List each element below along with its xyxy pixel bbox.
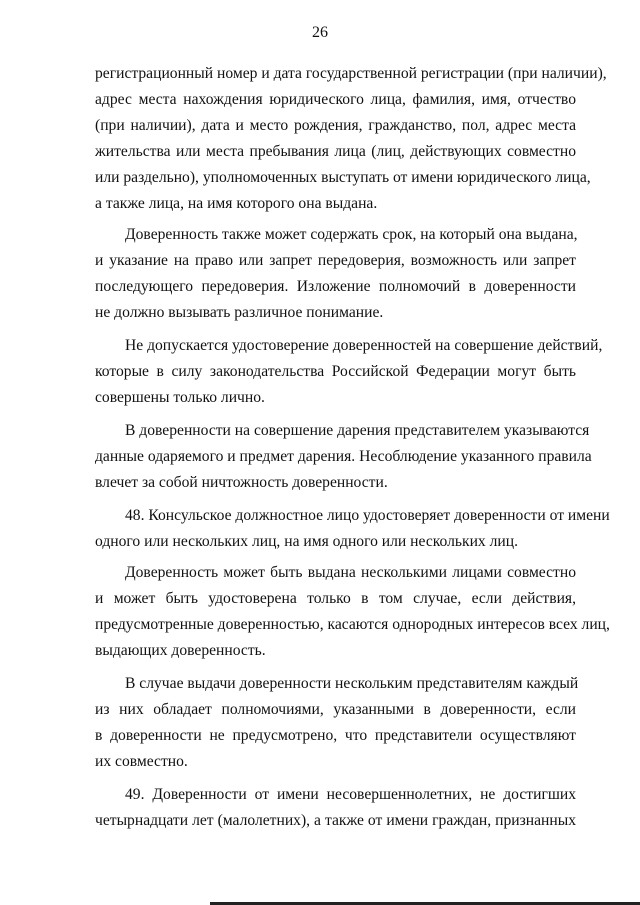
text-line: а также лица, на имя которого она выдана.: [95, 195, 378, 212]
text-line: или раздельно), уполномоченных выступать от имени юридического лица,: [95, 169, 591, 186]
paragraph: [95, 782, 576, 834]
text-line: и может быть удостоверена только в том случае, если действия,: [95, 590, 576, 607]
text-line: их совместно.: [95, 753, 188, 770]
text-line: Доверенность может быть выдана несколькими лицами совместно: [125, 564, 576, 581]
text-line: 49. Доверенности от имени несовершеннолетних, не достигших: [125, 786, 576, 803]
text-line: влечет за собой ничтожность доверенности.: [95, 474, 388, 491]
text-line: из них обладает полномочиями, указанными в доверенности, если: [95, 701, 576, 718]
paragraph: [95, 418, 592, 496]
page-number: 26: [312, 24, 328, 41]
text-line: не должно вызывать различное понимание.: [95, 304, 384, 321]
text-line: выдающих доверенность.: [95, 642, 266, 659]
text-line: последующего передоверия. Изложение полномочий в доверенности: [95, 278, 576, 295]
paragraph: [95, 333, 603, 411]
text-line: предусмотренные доверенностью, касаются однородных интересов всех лиц,: [95, 616, 610, 633]
text-line: В случае выдачи доверенности нескольким представителям каждый: [125, 675, 579, 692]
paragraph: [95, 560, 610, 664]
text-line: 48. Консульское должностное лицо удостоверяет доверенности от имени: [125, 507, 610, 524]
text-line: Не допускается удостоверение доверенностей на совершение действий,: [125, 337, 603, 354]
paragraph: [95, 503, 610, 555]
text-line: совершены только лично.: [95, 389, 265, 406]
paragraph: [95, 671, 579, 775]
text-line: в доверенности не предусмотрено, что представители осуществляют: [95, 727, 576, 744]
text-line: (при наличии), дата и место рождения, гражданство, пол, адрес места: [95, 117, 576, 134]
text-line: Доверенность также может содержать срок, на который она выдана,: [125, 226, 578, 243]
text-line: данные одаряемого и предмет дарения. Несоблюдение указанного правила: [95, 448, 592, 465]
text-line: четырнадцати лет (малолетних), а также от имени граждан, признанных: [95, 812, 576, 829]
text-line: адрес места нахождения юридического лица, фамилия, имя, отчество: [95, 91, 576, 108]
text-line: жительства или места пребывания лица (лиц, действующих совместно: [95, 143, 576, 160]
text-line: регистрационный номер и дата государственной регистрации (при наличии),: [95, 65, 607, 82]
text-line: В доверенности на совершение дарения представителем указываются: [125, 422, 590, 439]
text-line: и указание на право или запрет передоверия, возможность или запрет: [95, 252, 576, 269]
paragraph: [95, 222, 576, 326]
text-line: которые в силу законодательства Российской Федерации могут быть: [95, 363, 576, 380]
paragraph: [95, 61, 607, 217]
text-line: одного или нескольких лиц, на имя одного или нескольких лиц.: [95, 533, 519, 550]
